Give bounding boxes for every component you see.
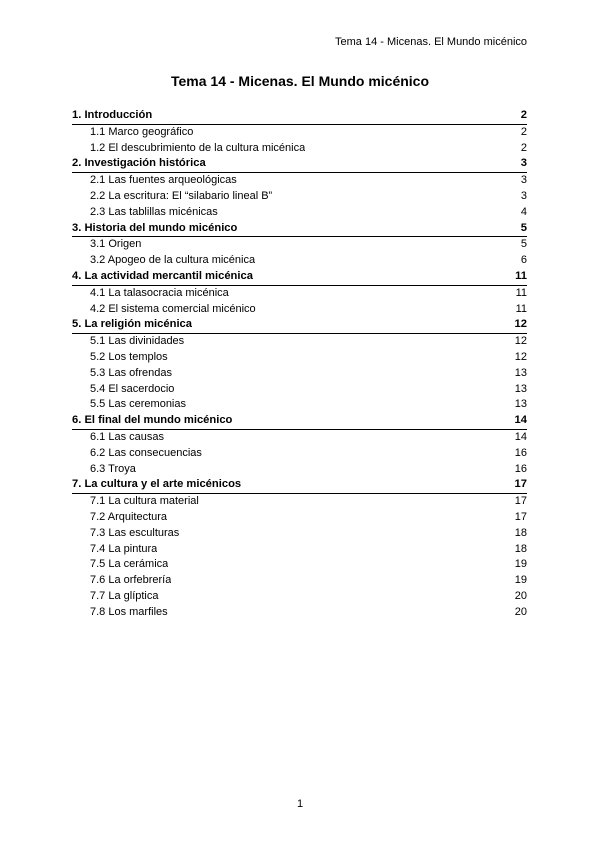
toc-entry-subsection[interactable] bbox=[72, 510, 527, 526]
toc-entry-label: 6.3 Troya bbox=[90, 462, 136, 475]
toc-entry-page: 2 bbox=[520, 125, 527, 138]
toc-entry-subsection[interactable] bbox=[72, 237, 527, 253]
toc-entry-label: 4.1 La talasocracia micénica bbox=[90, 286, 229, 299]
toc-entry-label: 7.1 La cultura material bbox=[90, 495, 199, 508]
toc-entry-label: 5.1 Las divinidades bbox=[90, 335, 185, 348]
toc-entry-page: 5 bbox=[520, 221, 527, 234]
toc-entry-page: 11 bbox=[515, 269, 527, 282]
toc-entry-label: 3. Historia del mundo micénico bbox=[72, 221, 238, 234]
toc-section bbox=[72, 317, 527, 413]
toc-entry-page: 12 bbox=[514, 318, 527, 331]
toc-entry-chapter[interactable] bbox=[72, 221, 527, 238]
toc-entry-label: 6.2 Las consecuencias bbox=[90, 446, 202, 459]
toc-entry-page: 3 bbox=[520, 189, 527, 202]
toc-entry-page: 13 bbox=[514, 382, 527, 395]
toc-entry-label: 3.2 Apogeo de la cultura micénica bbox=[90, 254, 256, 267]
toc-entry-subsection[interactable] bbox=[72, 526, 527, 542]
toc-section bbox=[72, 156, 527, 220]
toc-section bbox=[72, 221, 527, 269]
toc-entry-page: 17 bbox=[514, 495, 527, 508]
toc-entry-subsection[interactable] bbox=[72, 462, 527, 478]
toc-entry-subsection[interactable] bbox=[72, 141, 527, 157]
toc-entry-label: 1.1 Marco geográfico bbox=[90, 125, 194, 138]
toc-entry-page: 20 bbox=[514, 605, 527, 618]
toc-entry-label: 2.2 La escritura: El “silabario lineal B” bbox=[90, 189, 273, 202]
toc-entry-chapter[interactable] bbox=[72, 317, 527, 334]
toc-entry-label: 6. El final del mundo micénico bbox=[72, 414, 233, 427]
toc-entry-label: 5.5 Las ceremonias bbox=[90, 398, 186, 411]
toc-entry-page: 2 bbox=[520, 141, 527, 154]
toc-entry-page: 3 bbox=[520, 157, 527, 170]
toc-entry-subsection[interactable] bbox=[72, 334, 527, 350]
document-title: Tema 14 - Micenas. El Mundo micénico bbox=[170, 73, 430, 89]
toc-section bbox=[72, 269, 527, 317]
table-of-contents bbox=[72, 108, 527, 621]
toc-entry-page: 6 bbox=[520, 254, 527, 267]
toc-entry-label: 2.3 Las tablillas micénicas bbox=[90, 205, 218, 218]
toc-entry-subsection[interactable] bbox=[72, 397, 527, 413]
toc-section bbox=[72, 477, 527, 620]
toc-entry-page: 13 bbox=[514, 366, 527, 379]
toc-entry-label: 5.2 Los templos bbox=[90, 350, 168, 363]
toc-entry-label: 1. Introducción bbox=[72, 109, 153, 121]
toc-entry-page: 19 bbox=[514, 558, 527, 571]
toc-entry-subsection[interactable] bbox=[72, 366, 527, 382]
toc-entry-label: 4. La actividad mercantil micénica bbox=[72, 269, 253, 282]
toc-entry-label: 5. La religión micénica bbox=[72, 318, 192, 331]
toc-entry-page: 19 bbox=[514, 574, 527, 587]
toc-entry-page: 20 bbox=[514, 589, 527, 602]
toc-entry-subsection[interactable] bbox=[72, 430, 527, 446]
toc-entry-subsection[interactable] bbox=[72, 189, 527, 205]
running-header: Tema 14 - Micenas. El Mundo micénico bbox=[335, 36, 527, 48]
toc-entry-page: 18 bbox=[514, 526, 527, 539]
toc-section bbox=[72, 413, 527, 477]
toc-section bbox=[72, 108, 527, 156]
toc-entry-page: 17 bbox=[514, 510, 527, 523]
toc-entry-label: 3.1 Origen bbox=[90, 238, 142, 251]
toc-entry-label: 1.2 El descubrimiento de la cultura micénica bbox=[90, 141, 306, 154]
toc-entry-label: 7. La cultura y el arte micénicos bbox=[72, 478, 242, 491]
toc-entry-subsection[interactable] bbox=[72, 573, 527, 589]
toc-entry-subsection[interactable] bbox=[72, 286, 527, 302]
toc-entry-subsection[interactable] bbox=[72, 302, 527, 318]
toc-entry-page: 16 bbox=[514, 462, 527, 475]
toc-entry-page: 4 bbox=[520, 205, 527, 218]
toc-entry-page: 11 bbox=[515, 286, 527, 299]
toc-entry-label: 7.8 Los marfiles bbox=[90, 605, 168, 618]
toc-entry-subsection[interactable] bbox=[72, 350, 527, 366]
toc-entry-chapter[interactable] bbox=[72, 269, 527, 286]
toc-entry-page: 2 bbox=[520, 109, 527, 121]
toc-entry-page: 14 bbox=[514, 430, 527, 443]
toc-entry-page: 17 bbox=[514, 478, 527, 491]
toc-entry-label: 7.2 Arquitectura bbox=[90, 510, 168, 523]
toc-entry-label: 2. Investigación histórica bbox=[72, 157, 206, 170]
toc-entry-page: 18 bbox=[514, 542, 527, 555]
toc-entry-page: 12 bbox=[514, 335, 527, 348]
toc-entry-label: 5.4 El sacerdocio bbox=[90, 382, 175, 395]
toc-entry-subsection[interactable] bbox=[72, 494, 527, 510]
toc-entry-label: 4.2 El sistema comercial micénico bbox=[90, 302, 256, 315]
toc-entry-chapter[interactable] bbox=[72, 108, 527, 125]
toc-entry-subsection[interactable] bbox=[72, 125, 527, 141]
toc-entry-label: 7.6 La orfebrería bbox=[90, 574, 172, 587]
page-number: 1 bbox=[296, 798, 304, 810]
toc-entry-subsection[interactable] bbox=[72, 605, 527, 621]
toc-entry-page: 13 bbox=[514, 398, 527, 411]
toc-entry-label: 5.3 Las ofrendas bbox=[90, 366, 172, 379]
toc-entry-page: 14 bbox=[514, 414, 527, 427]
toc-entry-chapter[interactable] bbox=[72, 156, 527, 173]
toc-entry-subsection[interactable] bbox=[72, 589, 527, 605]
toc-entry-chapter[interactable] bbox=[72, 413, 527, 430]
toc-entry-page: 16 bbox=[514, 446, 527, 459]
toc-entry-label: 7.3 Las esculturas bbox=[90, 526, 180, 539]
toc-entry-subsection[interactable] bbox=[72, 205, 527, 221]
toc-entry-subsection[interactable] bbox=[72, 382, 527, 398]
toc-entry-subsection[interactable] bbox=[72, 253, 527, 269]
toc-entry-label: 2.1 Las fuentes arqueológicas bbox=[90, 174, 237, 187]
toc-entry-label: 7.4 La pintura bbox=[90, 542, 158, 555]
toc-entry-page: 12 bbox=[514, 350, 527, 363]
toc-entry-subsection[interactable] bbox=[72, 173, 527, 189]
toc-entry-label: 7.5 La cerámica bbox=[90, 558, 169, 571]
toc-entry-subsection[interactable] bbox=[72, 542, 527, 558]
toc-entry-label: 7.7 La glíptica bbox=[90, 589, 159, 602]
toc-entry-page: 11 bbox=[515, 302, 527, 315]
toc-entry-page: 5 bbox=[520, 238, 527, 251]
toc-entry-page: 3 bbox=[520, 174, 527, 187]
toc-entry-label: 6.1 Las causas bbox=[90, 430, 164, 443]
toc-entry-subsection[interactable] bbox=[72, 446, 527, 462]
toc-entry-subsection[interactable] bbox=[72, 557, 527, 573]
toc-entry-chapter[interactable] bbox=[72, 477, 527, 494]
